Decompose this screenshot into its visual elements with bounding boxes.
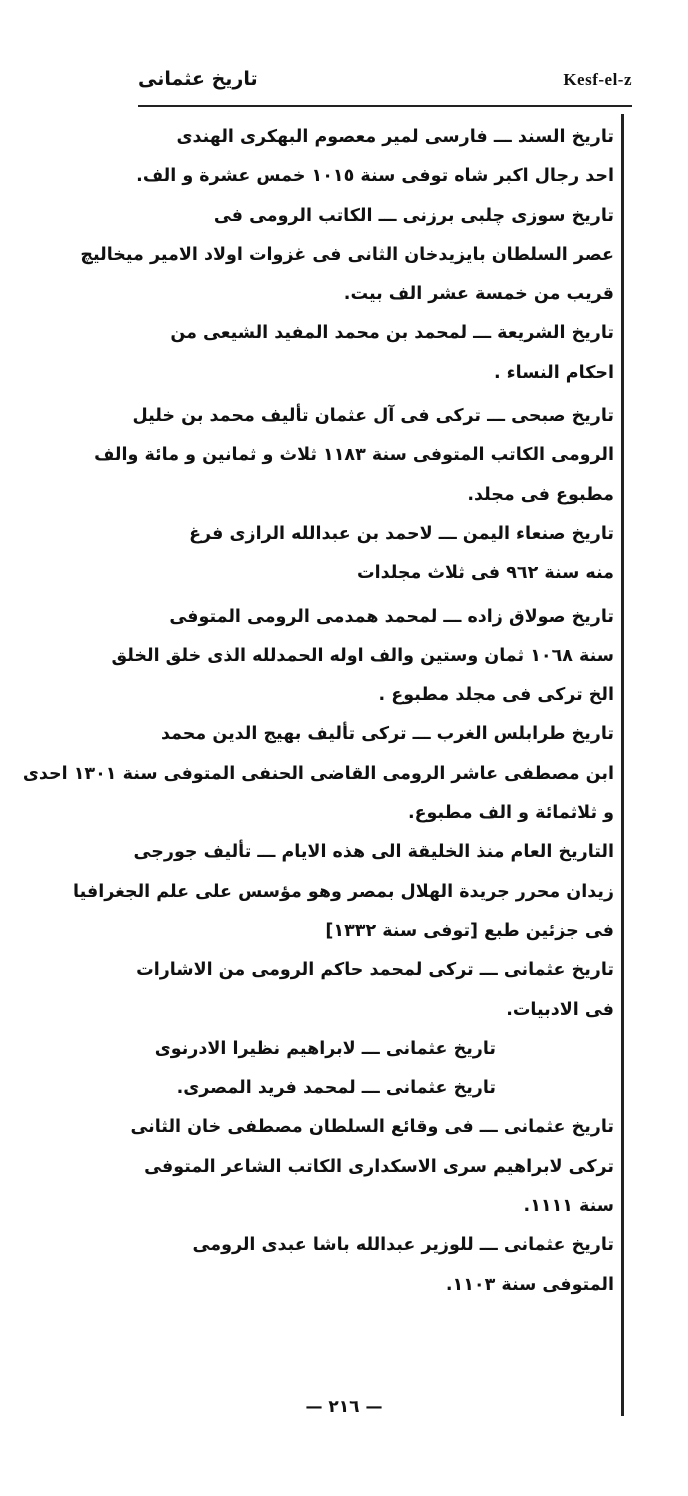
header-rule <box>138 105 632 107</box>
text-line: تاريخ عثمانى ـــ لمحمد فريد المصرى. <box>176 1078 496 1099</box>
page-number: — ٢١٦ — <box>305 1397 383 1417</box>
running-title: تاريخ عثمانى <box>138 68 258 90</box>
text-line: تاريخ الشريعة ـــ لمحمد بن محمد المفيد الشيعى من <box>170 323 614 344</box>
text-line: تاريخ عثمانى ـــ لابراهيم نظيرا الادرنوى <box>154 1038 496 1059</box>
margin-rule <box>621 114 624 1416</box>
text-line: الرومى الكاتب المتوفى سنة ١١٨٣ ثلاث و ثمانين و مائة والف <box>94 445 614 466</box>
text-line: سنة ١١١١. <box>523 1196 614 1217</box>
text-line: الخ تركى فى مجلد مطبوع . <box>378 685 614 706</box>
running-section: Kesf-el-z <box>563 70 632 89</box>
text-line: زيدان محرر جريدة الهلال بمصر وهو مؤسس على علم الجغرافيا <box>73 881 614 902</box>
text-line: احد رجال اكبر شاه توفى سنة ١٠١٥ خمس عشرة و الف. <box>136 166 614 187</box>
text-line: سنة ١٠٦٨ ثمان وستين والف اوله الحمدلله الذى خلق الخلق <box>111 645 614 666</box>
text-line: تاريخ صبحى ـــ تركى فى آل عثمان تأليف محمد بن خليل <box>132 406 614 427</box>
text-line: فى جزئين طبع [توفى سنة ١٣٣٢] <box>325 920 614 941</box>
text-line: تاريخ السند ـــ فارسى لمير معصوم البهكرى الهندى <box>176 127 614 147</box>
text-line: عصر السلطان بايزيدخان الثانى فى غزوات اولاد الامير ميخاليچ <box>80 244 614 265</box>
page-header <box>138 64 632 100</box>
text-line: تاريخ سوزى چلبى برزنى ـــ الكاتب الرومى فى <box>213 205 614 226</box>
text-line: تاريخ طرابلس الغرب ـــ تركى تأليف بهيج الدين محمد <box>160 724 614 745</box>
text-line: تاريخ صولاق زاده ـــ لمحمد همدمى الرومى المتوفى <box>169 606 614 627</box>
text-line: منه سنة ٩٦٢ فى ثلاث مجلدات <box>357 563 614 584</box>
text-line: احكام النساء . <box>493 362 614 383</box>
text-line: تركى لابراهيم سرى الاسكدارى الكاتب الشاعر المتوفى <box>144 1156 614 1177</box>
text-line: تاريخ عثمانى ـــ للوزير عبدالله باشا عبدى الرومى <box>192 1235 614 1256</box>
text-line: المتوفى سنة ١١٠٣. <box>445 1274 614 1295</box>
page-body <box>22 118 614 1305</box>
text-line: فى الادبيات. <box>506 999 614 1020</box>
text-line: تاريخ عثمانى ـــ تركى لمحمد حاكم الرومى من الاشارات <box>136 960 614 981</box>
text-line: و ثلاثمائة و الف مطبوع. <box>407 803 614 824</box>
text-line: قريب من خمسة عشر الف بيت. <box>343 284 614 305</box>
text-line: تاريخ عثمانى ـــ فى وقائع السلطان مصطفى خان الثانى <box>130 1117 614 1138</box>
text-line: تاريخ صنعاء اليمن ـــ لاحمد بن عبدالله الرازى فرغ <box>189 523 614 544</box>
text-line: ابن مصطفى عاشر الرومى القاضى الحنفى المتوفى سنة ١٣٠١ احدى <box>22 763 614 784</box>
text-line: التاريخ العام منذ الخليقة الى هذه الايام ـــ تأليف جورجى <box>133 842 614 863</box>
text-line: مطبوع فى مجلد. <box>467 484 614 505</box>
